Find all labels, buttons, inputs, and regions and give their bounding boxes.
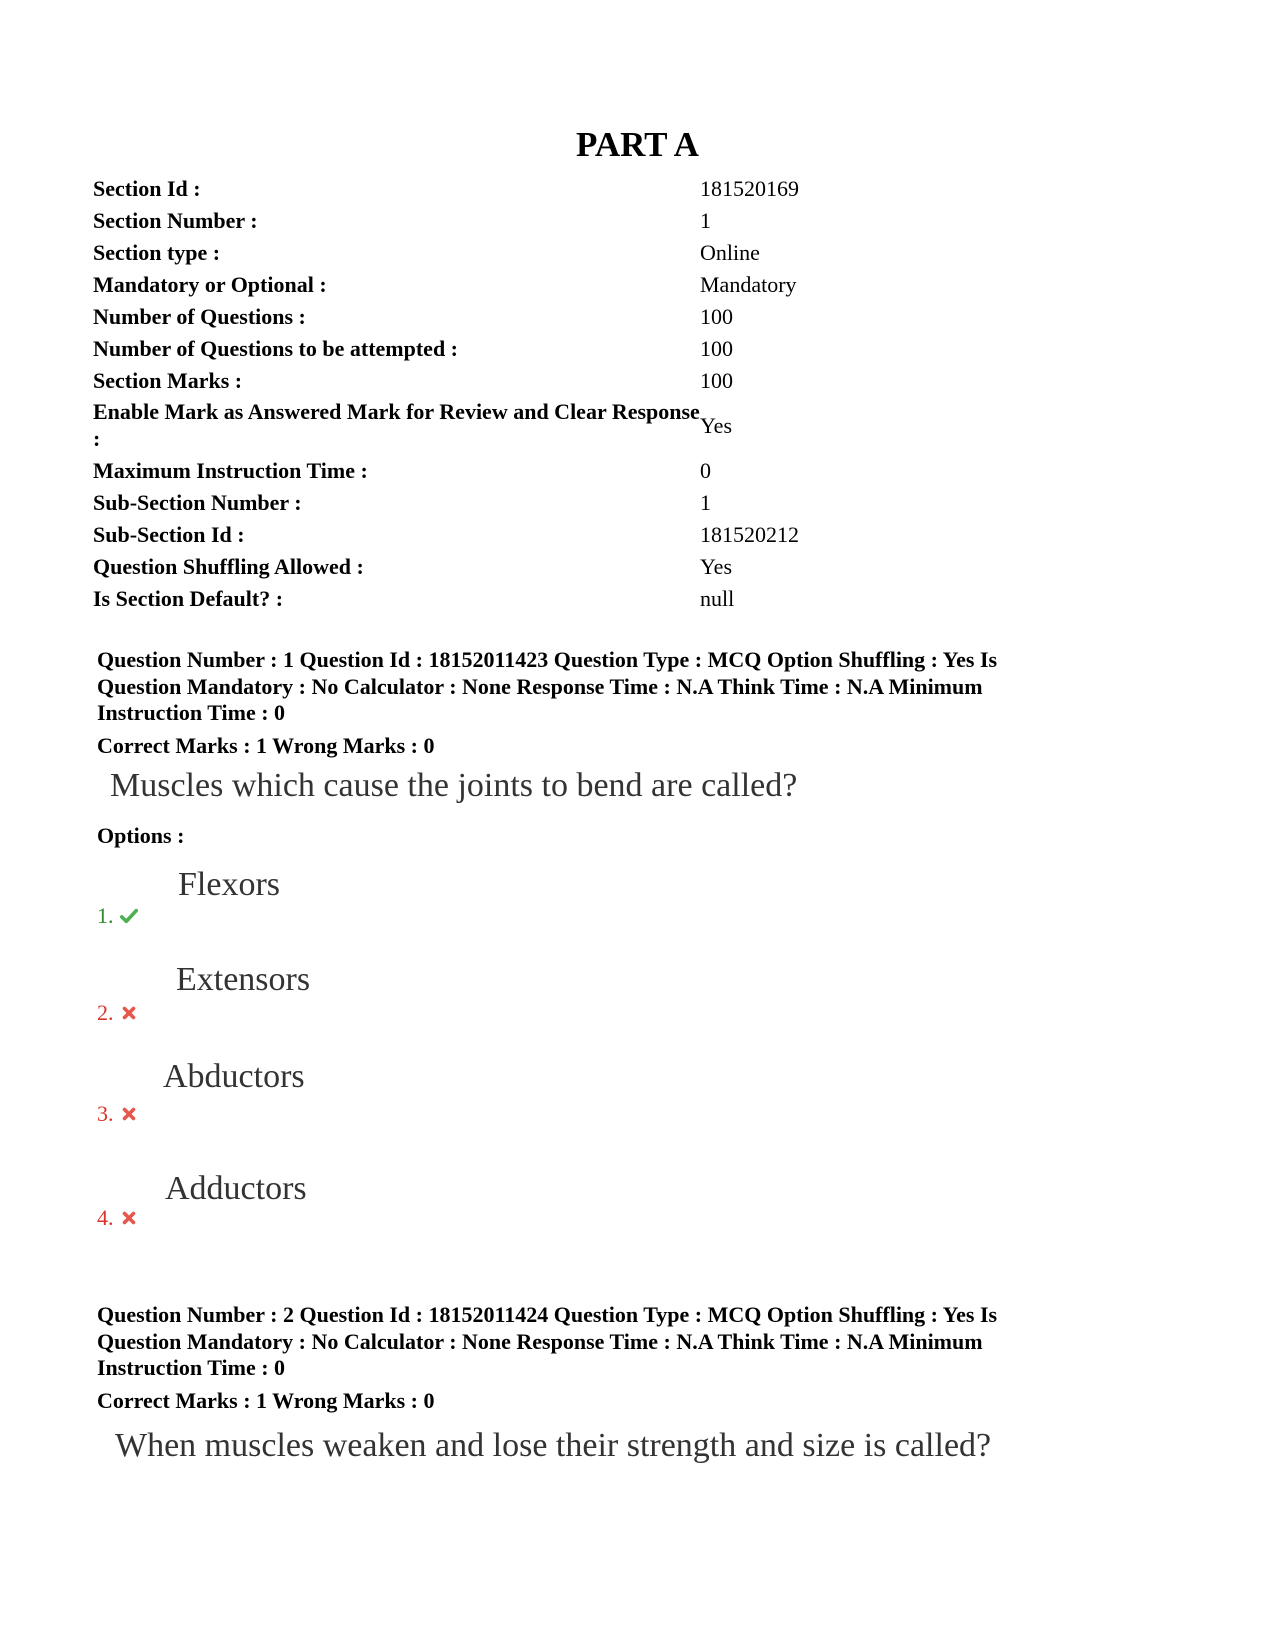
section-row-label: Section Id :: [93, 175, 201, 201]
question-marks: Correct Marks : 1 Wrong Marks : 0: [97, 1387, 435, 1413]
section-row: [93, 582, 1093, 614]
option-2-marker: [97, 1000, 138, 1026]
section-row-label: Section Number :: [93, 207, 258, 233]
option-4-marker: [97, 1205, 138, 1231]
option-3-marker: [97, 1101, 138, 1127]
section-row-value: Online: [700, 239, 760, 265]
section-row-value: Mandatory: [700, 271, 797, 297]
question-2-header: [97, 1302, 1097, 1414]
cross-icon: [120, 1105, 138, 1123]
section-row-value: 100: [700, 335, 733, 361]
option-1-marker: [97, 903, 138, 929]
section-row: [93, 364, 1093, 396]
check-icon: [120, 907, 138, 925]
section-row: [93, 204, 1093, 236]
section-row-value: Yes: [700, 412, 733, 438]
section-row-label: Enable Mark as Answered Mark for Review and Clear Response :: [93, 399, 700, 451]
question-meta-line: Instruction Time : 0: [97, 700, 286, 725]
section-row: [93, 518, 1093, 550]
question-meta-line: Question Mandatory : No Calculator : None Response Time : N.A Think Time : N.A Minimum: [97, 673, 983, 699]
section-row: [93, 550, 1093, 582]
option-number: 1.: [97, 903, 114, 928]
question-meta-line: Question Number : 2 Question Id : 18152011424 Question Type : MCQ Option Shuffling : Yes Is: [97, 1302, 998, 1327]
question-2-text: When muscles weaken and lose their strength and size is called?: [115, 1427, 992, 1464]
section-row: [93, 268, 1093, 300]
section-row-value: null: [700, 585, 735, 611]
section-row: [93, 300, 1093, 332]
section-row-value: 1: [700, 489, 711, 515]
option-2-text: Extensors: [176, 961, 311, 998]
options-label: Options :: [97, 823, 185, 848]
option-number: 4.: [97, 1205, 114, 1230]
question-meta-line: Question Number : 1 Question Id : 18152011423 Question Type : MCQ Option Shuffling : Yes Is: [97, 647, 998, 672]
section-row: [93, 486, 1093, 518]
option-3-text: Abductors: [163, 1058, 305, 1095]
section-row-label: Section type :: [93, 239, 221, 265]
section-row: [93, 454, 1093, 486]
section-row-value: 100: [700, 367, 733, 393]
section-row-label: Maximum Instruction Time :: [93, 457, 368, 483]
section-row-label: Section Marks :: [93, 367, 243, 393]
section-row: [93, 396, 1093, 454]
section-row-label: Question Shuffling Allowed :: [93, 553, 364, 579]
section-row: [93, 236, 1093, 268]
section-row-label: Sub-Section Number :: [93, 489, 302, 515]
option-1-text: Flexors: [178, 866, 280, 903]
section-row: [93, 332, 1093, 364]
section-row-value: 181520212: [700, 521, 799, 547]
question-1-text: Muscles which cause the joints to bend are called?: [110, 767, 798, 804]
section-row-value: 100: [700, 303, 733, 329]
question-meta-line: Question Mandatory : No Calculator : None Response Time : N.A Think Time : N.A Minimum: [97, 1328, 983, 1354]
option-4-text: Adductors: [165, 1170, 307, 1207]
section-row-label: Sub-Section Id :: [93, 521, 245, 547]
section-row-label: Number of Questions :: [93, 303, 306, 329]
section-row-value: 0: [700, 457, 711, 483]
section-row-label: Mandatory or Optional :: [93, 271, 327, 297]
option-number: 3.: [97, 1101, 114, 1126]
section-row-value: Yes: [700, 553, 733, 579]
section-row: [93, 172, 1093, 204]
section-row-value: 1: [700, 207, 711, 233]
option-number: 2.: [97, 1000, 114, 1025]
cross-icon: [120, 1004, 138, 1022]
question-meta-line: Instruction Time : 0: [97, 1355, 286, 1380]
cross-icon: [120, 1209, 138, 1227]
section-row-label: Is Section Default? :: [93, 585, 284, 611]
section-details-table: [93, 172, 1093, 614]
question-marks: Correct Marks : 1 Wrong Marks : 0: [97, 732, 435, 758]
section-row-value: 181520169: [700, 175, 799, 201]
question-1-header: [97, 647, 1097, 759]
section-row-label: Number of Questions to be attempted :: [93, 335, 459, 361]
page-title: PART A: [576, 125, 699, 164]
